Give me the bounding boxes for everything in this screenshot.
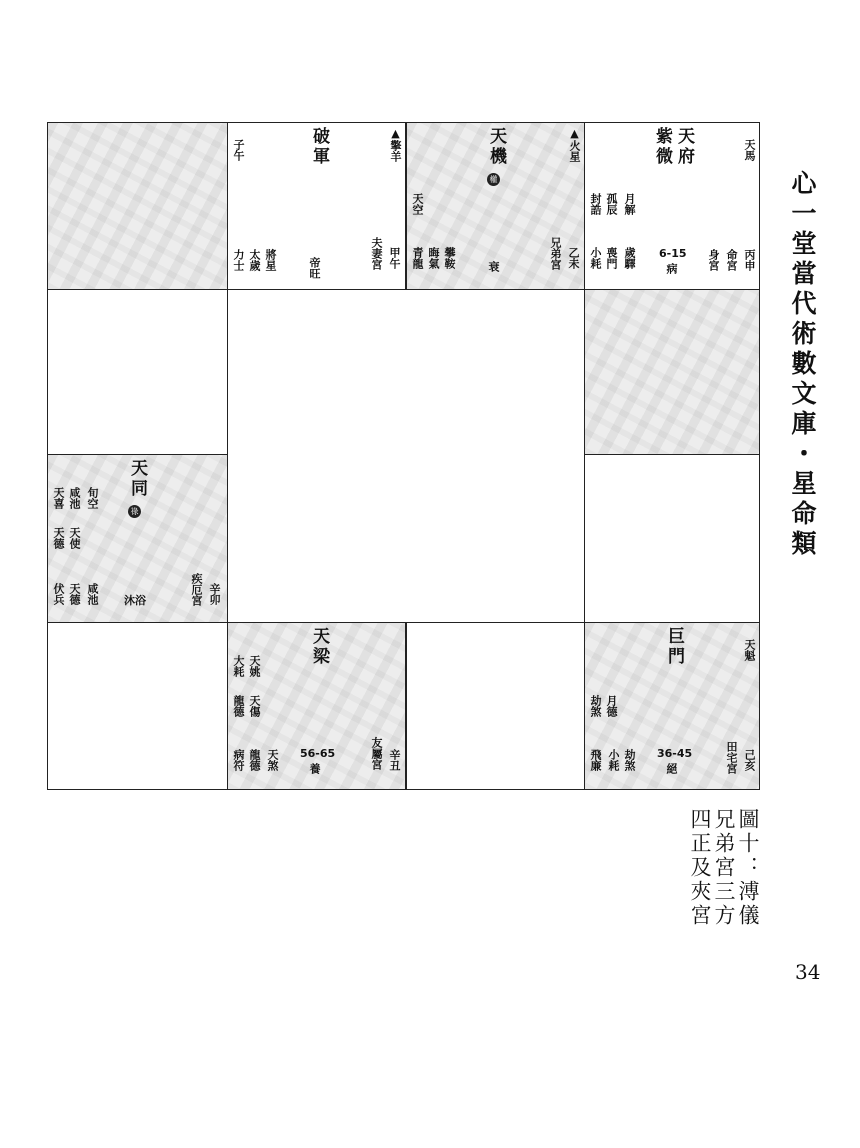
cell-shen <box>584 122 760 290</box>
stem-branch: 己亥 <box>743 749 756 771</box>
bottom-suiyi: 歲驛 <box>623 247 636 269</box>
aux-star-tiankui: 天魁 <box>743 639 756 661</box>
stem-branch: 乙未 <box>567 247 580 269</box>
minor-xunkong: 旬空 <box>86 487 99 509</box>
stem-branch: 甲午 <box>388 247 401 269</box>
cell-xu <box>584 454 760 623</box>
stem-branch: 丙申 <box>743 249 756 271</box>
main-star-tianliang: 天梁 <box>309 627 329 667</box>
bottom-tiansha: 天煞 <box>266 749 279 771</box>
minor-tianshi: 天使 <box>68 527 81 549</box>
cell-you <box>584 289 760 455</box>
palace-name: 夫妻宮 <box>370 237 383 270</box>
aux-star-tianma: 天馬 <box>743 139 756 161</box>
aux-star-qingyang: ▲擎羊 <box>389 127 402 162</box>
palace-name: 兄弟宮 <box>549 237 562 270</box>
minor-tiande: 天德 <box>52 527 65 549</box>
page-number: 34 <box>795 960 821 984</box>
bottom-taisui: 太歲 <box>248 249 261 271</box>
palace-name: 田宅宮 <box>725 741 738 774</box>
bottom-muyu: 沐浴 <box>124 594 146 607</box>
cell-zi <box>406 622 585 790</box>
cell-chen <box>47 289 228 455</box>
cell-hai <box>584 622 760 790</box>
minor-dahao: 大耗 <box>232 655 245 677</box>
chart-center <box>228 290 584 622</box>
palace-name: 命宮 <box>725 249 738 271</box>
bottom-panan: 攀鞍 <box>443 247 456 269</box>
minor-jiesha: 劫煞 <box>589 695 602 717</box>
minor-guchen: 孤辰 <box>605 193 618 215</box>
chart-grid <box>47 122 760 790</box>
bottom-longde: 龍德 <box>248 749 261 771</box>
main-star-tianji: 天機 <box>486 127 506 167</box>
bottom-jiangxing: 將星 <box>264 249 277 271</box>
stem-branch: 辛丑 <box>388 749 401 771</box>
cell-wu <box>227 122 406 290</box>
cell-wei <box>406 122 585 290</box>
aux-star-huoxing: ▲火星 <box>568 127 581 162</box>
age-range: 36-45 <box>657 747 693 760</box>
minor-tianxi: 天喜 <box>52 487 65 509</box>
bottom-shuai: 衰 <box>487 261 500 272</box>
minor-tianshang: 天傷 <box>248 695 261 717</box>
minor-tiankong: 天空 <box>411 193 424 215</box>
main-star-tiantong: 天同 <box>127 459 147 499</box>
bottom-tiande: 天德 <box>68 583 81 605</box>
cell-mao <box>47 454 228 623</box>
bottom-feilian: 飛廉 <box>589 749 602 771</box>
bottom-yang: 養 <box>308 763 321 774</box>
bottom-lishi: 力士 <box>232 249 245 271</box>
age-range: 56-65 <box>300 747 336 760</box>
main-star-tianfu: 天府 <box>674 127 694 167</box>
bottom-diwang: 帝旺 <box>308 257 321 279</box>
side-series-title: 心一堂當代術數文庫・星命類 <box>788 170 817 560</box>
minor-tianyao: 天姚 <box>248 655 261 677</box>
cell-yin <box>47 622 228 790</box>
bottom-qinglong: 青龍 <box>411 247 424 269</box>
stem-branch: 辛卯 <box>208 583 221 605</box>
minor-yuejie: 月解 <box>623 193 636 215</box>
bottom-fubing: 伏兵 <box>52 583 65 605</box>
bottom-xiaohao: 小耗 <box>589 247 602 269</box>
bottom-jue: 絕 <box>665 763 678 774</box>
bottom-bing: 病 <box>665 263 678 274</box>
main-star-ziwei: 紫微 <box>652 127 672 167</box>
minor-fenggao: 封誥 <box>589 193 602 215</box>
main-star-pojun: 破軍 <box>309 127 329 167</box>
left-top-note: 子午 <box>232 139 245 161</box>
bottom-jiesha: 劫煞 <box>623 749 636 771</box>
bottom-huiqi: 晦氣 <box>427 247 440 269</box>
main-star-jumen: 巨門 <box>664 627 684 667</box>
palace-name: 友屬宮 <box>370 737 383 770</box>
bottom-xiaohao: 小耗 <box>607 749 620 771</box>
age-range: 6-15 <box>659 247 687 260</box>
figure-caption: 圖十：溥儀兄弟宮三方四正及夾宮 <box>688 808 760 928</box>
bottom-xianchi: 咸池 <box>86 583 99 605</box>
minor-xianchi: 咸池 <box>68 487 81 509</box>
bottom-sangmen: 喪門 <box>605 247 618 269</box>
seal-lu: 祿 <box>128 505 141 518</box>
palace-name: 疾厄宮 <box>190 573 203 606</box>
seal-quan: 權 <box>487 173 500 186</box>
bottom-bingfu: 病符 <box>232 749 245 771</box>
cell-si <box>47 122 228 290</box>
cell-chou <box>227 622 406 790</box>
minor-yuede: 月德 <box>605 695 618 717</box>
minor-longde: 龍德 <box>232 695 245 717</box>
body-palace: 身宮 <box>707 249 720 271</box>
